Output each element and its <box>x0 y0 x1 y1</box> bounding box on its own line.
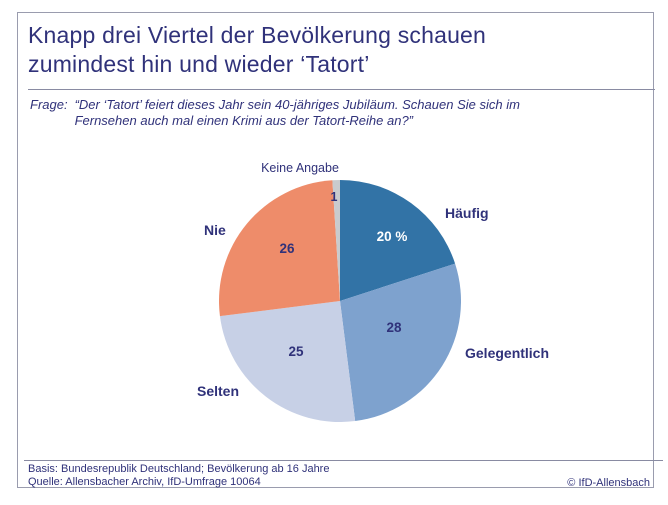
slice-label-haeufig: Häufig <box>445 205 489 221</box>
slice-label-gelegentlich: Gelegentlich <box>465 345 550 361</box>
question-prefix: Frage: <box>30 97 68 112</box>
slice-label-keine-angabe: Keine Angabe <box>261 161 339 175</box>
question-line1: “Der ‘Tatort’ feiert dieses Jahr sein 40-jähriges Jubiläum. Schauen Sie sich im <box>74 97 520 112</box>
slice-value-keine-angabe: 1 <box>330 190 338 204</box>
pie-slice-selten <box>220 301 355 422</box>
slice-label-nie: Nie <box>204 222 226 238</box>
chart-title-line2: zumindest hin und wieder ‘Tatort’ <box>28 51 370 77</box>
chart-title <box>28 21 638 79</box>
footer-basis: Basis: Bundesrepublik Deutschland; Bevölkerung ab 16 Jahre <box>28 463 330 475</box>
question-text <box>75 97 520 129</box>
chart-title-line1: Knapp drei Viertel der Bevölkerung schauen <box>28 22 487 48</box>
question-line2: Fernsehen auch mal einen Krimi aus der Tatort-Reihe an?” <box>74 113 413 128</box>
title-divider <box>28 89 655 90</box>
slice-value-selten: 25 <box>288 344 304 359</box>
slice-label-selten: Selten <box>197 383 240 399</box>
survey-question <box>30 97 520 129</box>
footer-divider <box>24 460 663 461</box>
slice-value-gelegentlich: 28 <box>386 320 402 335</box>
footer-quelle: Quelle: Allensbacher Archiv, IfD-Umfrage 10064 <box>28 476 261 488</box>
slice-value-nie: 26 <box>279 241 295 256</box>
pie-chart <box>219 180 461 422</box>
footer-copyright: © IfD-Allensbach <box>567 477 650 489</box>
slice-value-haeufig: 20 % <box>376 229 408 244</box>
